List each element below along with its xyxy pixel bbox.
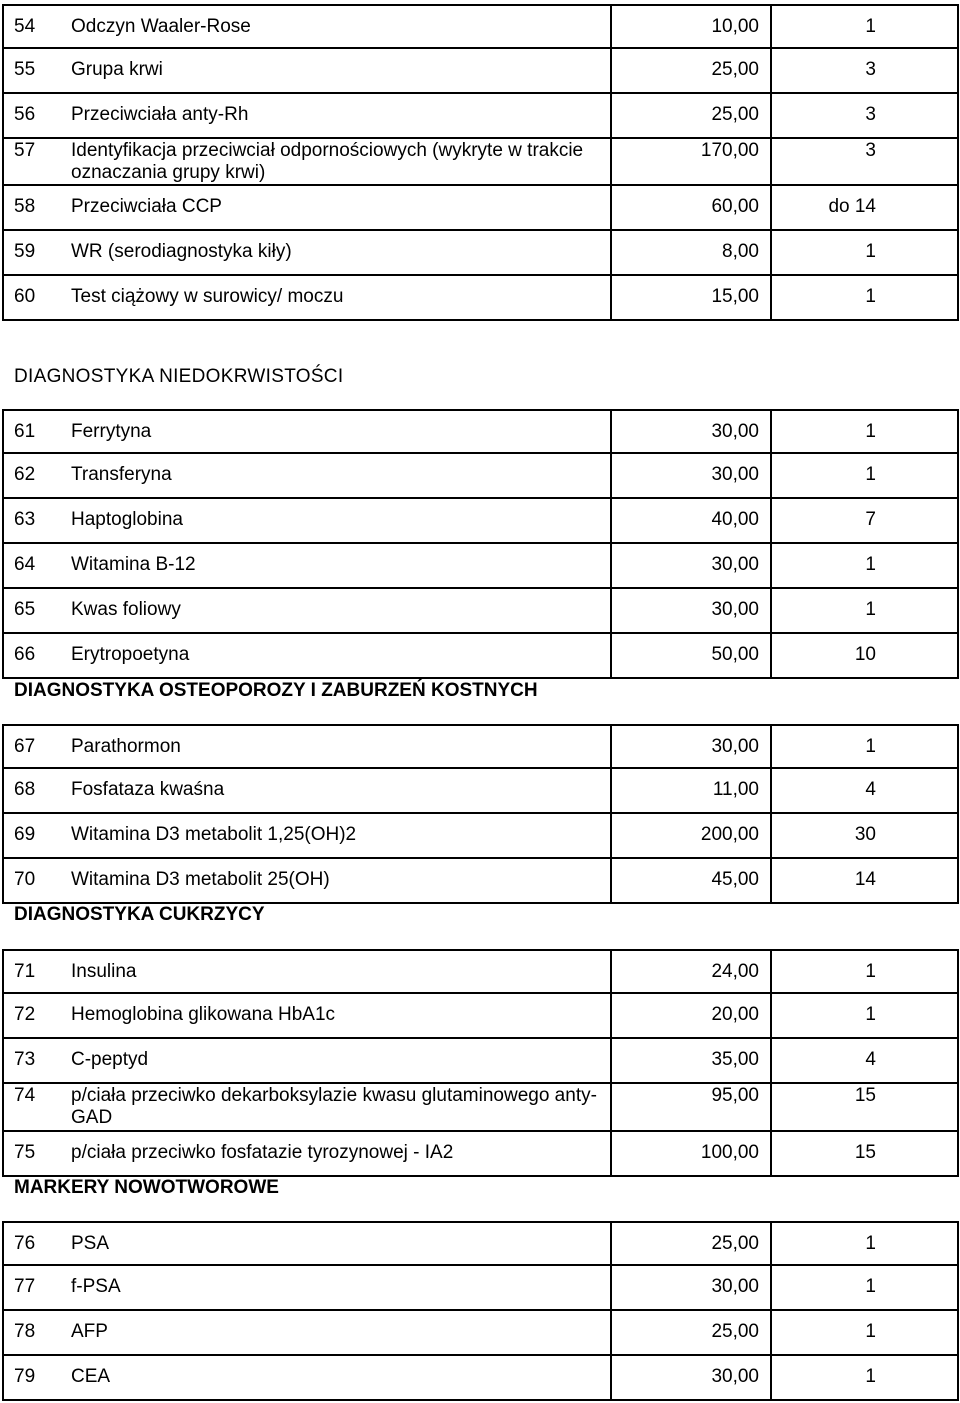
table-row <box>2 231 959 276</box>
test-price: 200,00 <box>610 814 770 857</box>
turnaround-days <box>770 994 957 1037</box>
turnaround-value: 15 <box>854 1085 876 1106</box>
test-price: 11,00 <box>610 769 770 812</box>
turnaround-value: 1 <box>865 554 876 575</box>
table-row <box>2 949 959 994</box>
turnaround-value: 15 <box>854 1142 876 1163</box>
item-number: 65 <box>14 599 36 620</box>
test-name: Przeciwciała anty-Rh <box>71 104 249 125</box>
test-price: 20,00 <box>610 994 770 1037</box>
item-number: 77 <box>14 1276 36 1297</box>
table-row <box>2 589 959 634</box>
turnaround-value: 1 <box>865 1004 876 1025</box>
test-price: 40,00 <box>610 499 770 542</box>
turnaround-value: 3 <box>865 140 876 161</box>
turnaround-days <box>770 589 957 632</box>
turnaround-days <box>770 139 957 184</box>
test-name: Odczyn Waaler-Rose <box>71 16 251 37</box>
test-price: 30,00 <box>610 544 770 587</box>
test-price: 24,00 <box>610 951 770 992</box>
turnaround-value: 4 <box>865 1049 876 1070</box>
test-name: f-PSA <box>71 1276 121 1297</box>
table-row <box>2 1132 959 1177</box>
test-name: AFP <box>71 1321 108 1342</box>
test-price: 50,00 <box>610 634 770 677</box>
test-price: 25,00 <box>610 1311 770 1354</box>
test-name: Ferrytyna <box>71 421 152 442</box>
turnaround-value: 7 <box>865 509 876 530</box>
test-price: 170,00 <box>610 139 770 184</box>
turnaround-days <box>770 1311 957 1354</box>
test-name: Parathormon <box>71 736 181 757</box>
table-row <box>2 276 959 321</box>
turnaround-value: 1 <box>865 1366 876 1387</box>
turnaround-value: 1 <box>865 421 876 442</box>
turnaround-value: 1 <box>865 599 876 620</box>
turnaround-value: 1 <box>865 1233 876 1254</box>
item-number: 54 <box>14 16 36 37</box>
test-name: Grupa krwi <box>71 59 163 80</box>
turnaround-value: 30 <box>854 824 876 845</box>
test-name: Przeciwciała CCP <box>71 196 222 217</box>
test-price: 30,00 <box>610 589 770 632</box>
turnaround-days <box>770 769 957 812</box>
turnaround-days <box>770 634 957 677</box>
test-name: CEA <box>71 1366 111 1387</box>
turnaround-value: 1 <box>865 464 876 485</box>
turnaround-days <box>770 94 957 137</box>
table-row <box>2 1356 959 1401</box>
item-number: 61 <box>14 421 36 442</box>
test-name: Erytropoetyna <box>71 644 190 665</box>
test-name: WR (serodiagnostyka kiły) <box>71 241 292 262</box>
table-row <box>2 454 959 499</box>
turnaround-days <box>770 726 957 767</box>
test-name: Identyfikacja przeciwciał odpornościowych (wykryte w trakcie oznaczania grupy krwi) <box>71 140 584 183</box>
item-number: 74 <box>14 1085 36 1106</box>
section-heading: DIAGNOSTYKA OSTEOPOROZY I ZABURZEŃ KOSTNYCH <box>14 680 538 701</box>
item-number: 62 <box>14 464 36 485</box>
table-row <box>2 1266 959 1311</box>
item-number: 58 <box>14 196 36 217</box>
turnaround-days <box>770 454 957 497</box>
test-price: 10,00 <box>610 6 770 47</box>
table-row <box>2 1039 959 1084</box>
item-number: 60 <box>14 286 36 307</box>
table-row <box>2 814 959 859</box>
test-price: 30,00 <box>610 726 770 767</box>
turnaround-days <box>770 231 957 274</box>
turnaround-value: 1 <box>865 286 876 307</box>
test-name: p/ciała przeciwko dekarboksylazie kwasu glutaminowego anty-GAD <box>71 1085 597 1128</box>
table-row <box>2 859 959 904</box>
test-name: C-peptyd <box>71 1049 149 1070</box>
turnaround-value: 1 <box>865 16 876 37</box>
test-price: 25,00 <box>610 94 770 137</box>
table-row <box>2 4 959 49</box>
table-row <box>2 186 959 231</box>
table-row <box>2 724 959 769</box>
turnaround-value: 1 <box>865 241 876 262</box>
turnaround-value: 3 <box>865 104 876 125</box>
item-number: 76 <box>14 1233 36 1254</box>
turnaround-value: 1 <box>865 961 876 982</box>
table-row <box>2 94 959 139</box>
turnaround-days <box>770 1223 957 1264</box>
item-number: 72 <box>14 1004 36 1025</box>
turnaround-days <box>770 814 957 857</box>
turnaround-days <box>770 186 957 229</box>
turnaround-value: do 14 <box>828 196 876 217</box>
test-name: Witamina B-12 <box>71 554 196 575</box>
table-row <box>2 994 959 1039</box>
table-row <box>2 139 959 186</box>
test-price: 30,00 <box>610 454 770 497</box>
item-number: 67 <box>14 736 36 757</box>
test-name: p/ciała przeciwko fosfatazie tyrozynowej - IA2 <box>71 1142 454 1163</box>
item-number: 59 <box>14 241 36 262</box>
test-name: Witamina D3 metabolit 25(OH) <box>71 869 330 890</box>
test-name: Fosfataza kwaśna <box>71 779 225 800</box>
test-price: 30,00 <box>610 411 770 452</box>
section-heading: DIAGNOSTYKA CUKRZYCY <box>14 904 265 925</box>
test-name: Kwas foliowy <box>71 599 181 620</box>
test-price: 35,00 <box>610 1039 770 1082</box>
test-price: 25,00 <box>610 49 770 92</box>
turnaround-value: 1 <box>865 1321 876 1342</box>
section-heading: DIAGNOSTYKA NIEDOKRWISTOŚCI <box>14 366 344 387</box>
table-row <box>2 1221 959 1266</box>
test-name: Insulina <box>71 961 137 982</box>
test-price: 45,00 <box>610 859 770 902</box>
table-row <box>2 1084 959 1132</box>
test-name: Test ciążowy w surowicy/ moczu <box>71 286 344 307</box>
item-number: 55 <box>14 59 36 80</box>
test-price: 30,00 <box>610 1356 770 1399</box>
turnaround-days <box>770 544 957 587</box>
table-row <box>2 634 959 679</box>
item-number: 69 <box>14 824 36 845</box>
test-price: 60,00 <box>610 186 770 229</box>
test-price: 8,00 <box>610 231 770 274</box>
item-number: 79 <box>14 1366 36 1387</box>
test-name: Transferyna <box>71 464 172 485</box>
item-number: 68 <box>14 779 36 800</box>
table-row <box>2 544 959 589</box>
item-number: 75 <box>14 1142 36 1163</box>
turnaround-value: 1 <box>865 736 876 757</box>
turnaround-days <box>770 859 957 902</box>
item-number: 71 <box>14 961 36 982</box>
turnaround-value: 4 <box>865 779 876 800</box>
test-name: PSA <box>71 1233 110 1254</box>
item-number: 63 <box>14 509 36 530</box>
item-number: 66 <box>14 644 36 665</box>
section-heading: MARKERY NOWOTWOROWE <box>14 1177 279 1198</box>
item-number: 57 <box>14 140 36 161</box>
turnaround-value: 3 <box>865 59 876 80</box>
turnaround-days <box>770 1356 957 1399</box>
test-name: Witamina D3 metabolit 1,25(OH)2 <box>71 824 357 845</box>
table-row <box>2 1311 959 1356</box>
turnaround-value: 14 <box>854 869 876 890</box>
turnaround-days <box>770 1266 957 1309</box>
item-number: 64 <box>14 554 36 575</box>
item-number: 73 <box>14 1049 36 1070</box>
table-row <box>2 49 959 94</box>
test-price: 100,00 <box>610 1132 770 1175</box>
test-price: 30,00 <box>610 1266 770 1309</box>
turnaround-value: 10 <box>854 644 876 665</box>
turnaround-days <box>770 1132 957 1175</box>
test-name: Haptoglobina <box>71 509 183 530</box>
test-price: 95,00 <box>610 1084 770 1130</box>
item-number: 70 <box>14 869 36 890</box>
turnaround-days <box>770 6 957 47</box>
test-price: 25,00 <box>610 1223 770 1264</box>
turnaround-days <box>770 276 957 319</box>
turnaround-days <box>770 499 957 542</box>
turnaround-days <box>770 49 957 92</box>
turnaround-days <box>770 411 957 452</box>
turnaround-days <box>770 951 957 992</box>
turnaround-value: 1 <box>865 1276 876 1297</box>
table-row <box>2 499 959 544</box>
item-number: 56 <box>14 104 36 125</box>
test-name: Hemoglobina glikowana HbA1c <box>71 1004 336 1025</box>
table-row <box>2 769 959 814</box>
item-number: 78 <box>14 1321 36 1342</box>
test-price: 15,00 <box>610 276 770 319</box>
turnaround-days <box>770 1039 957 1082</box>
turnaround-days <box>770 1084 957 1130</box>
table-row <box>2 409 959 454</box>
